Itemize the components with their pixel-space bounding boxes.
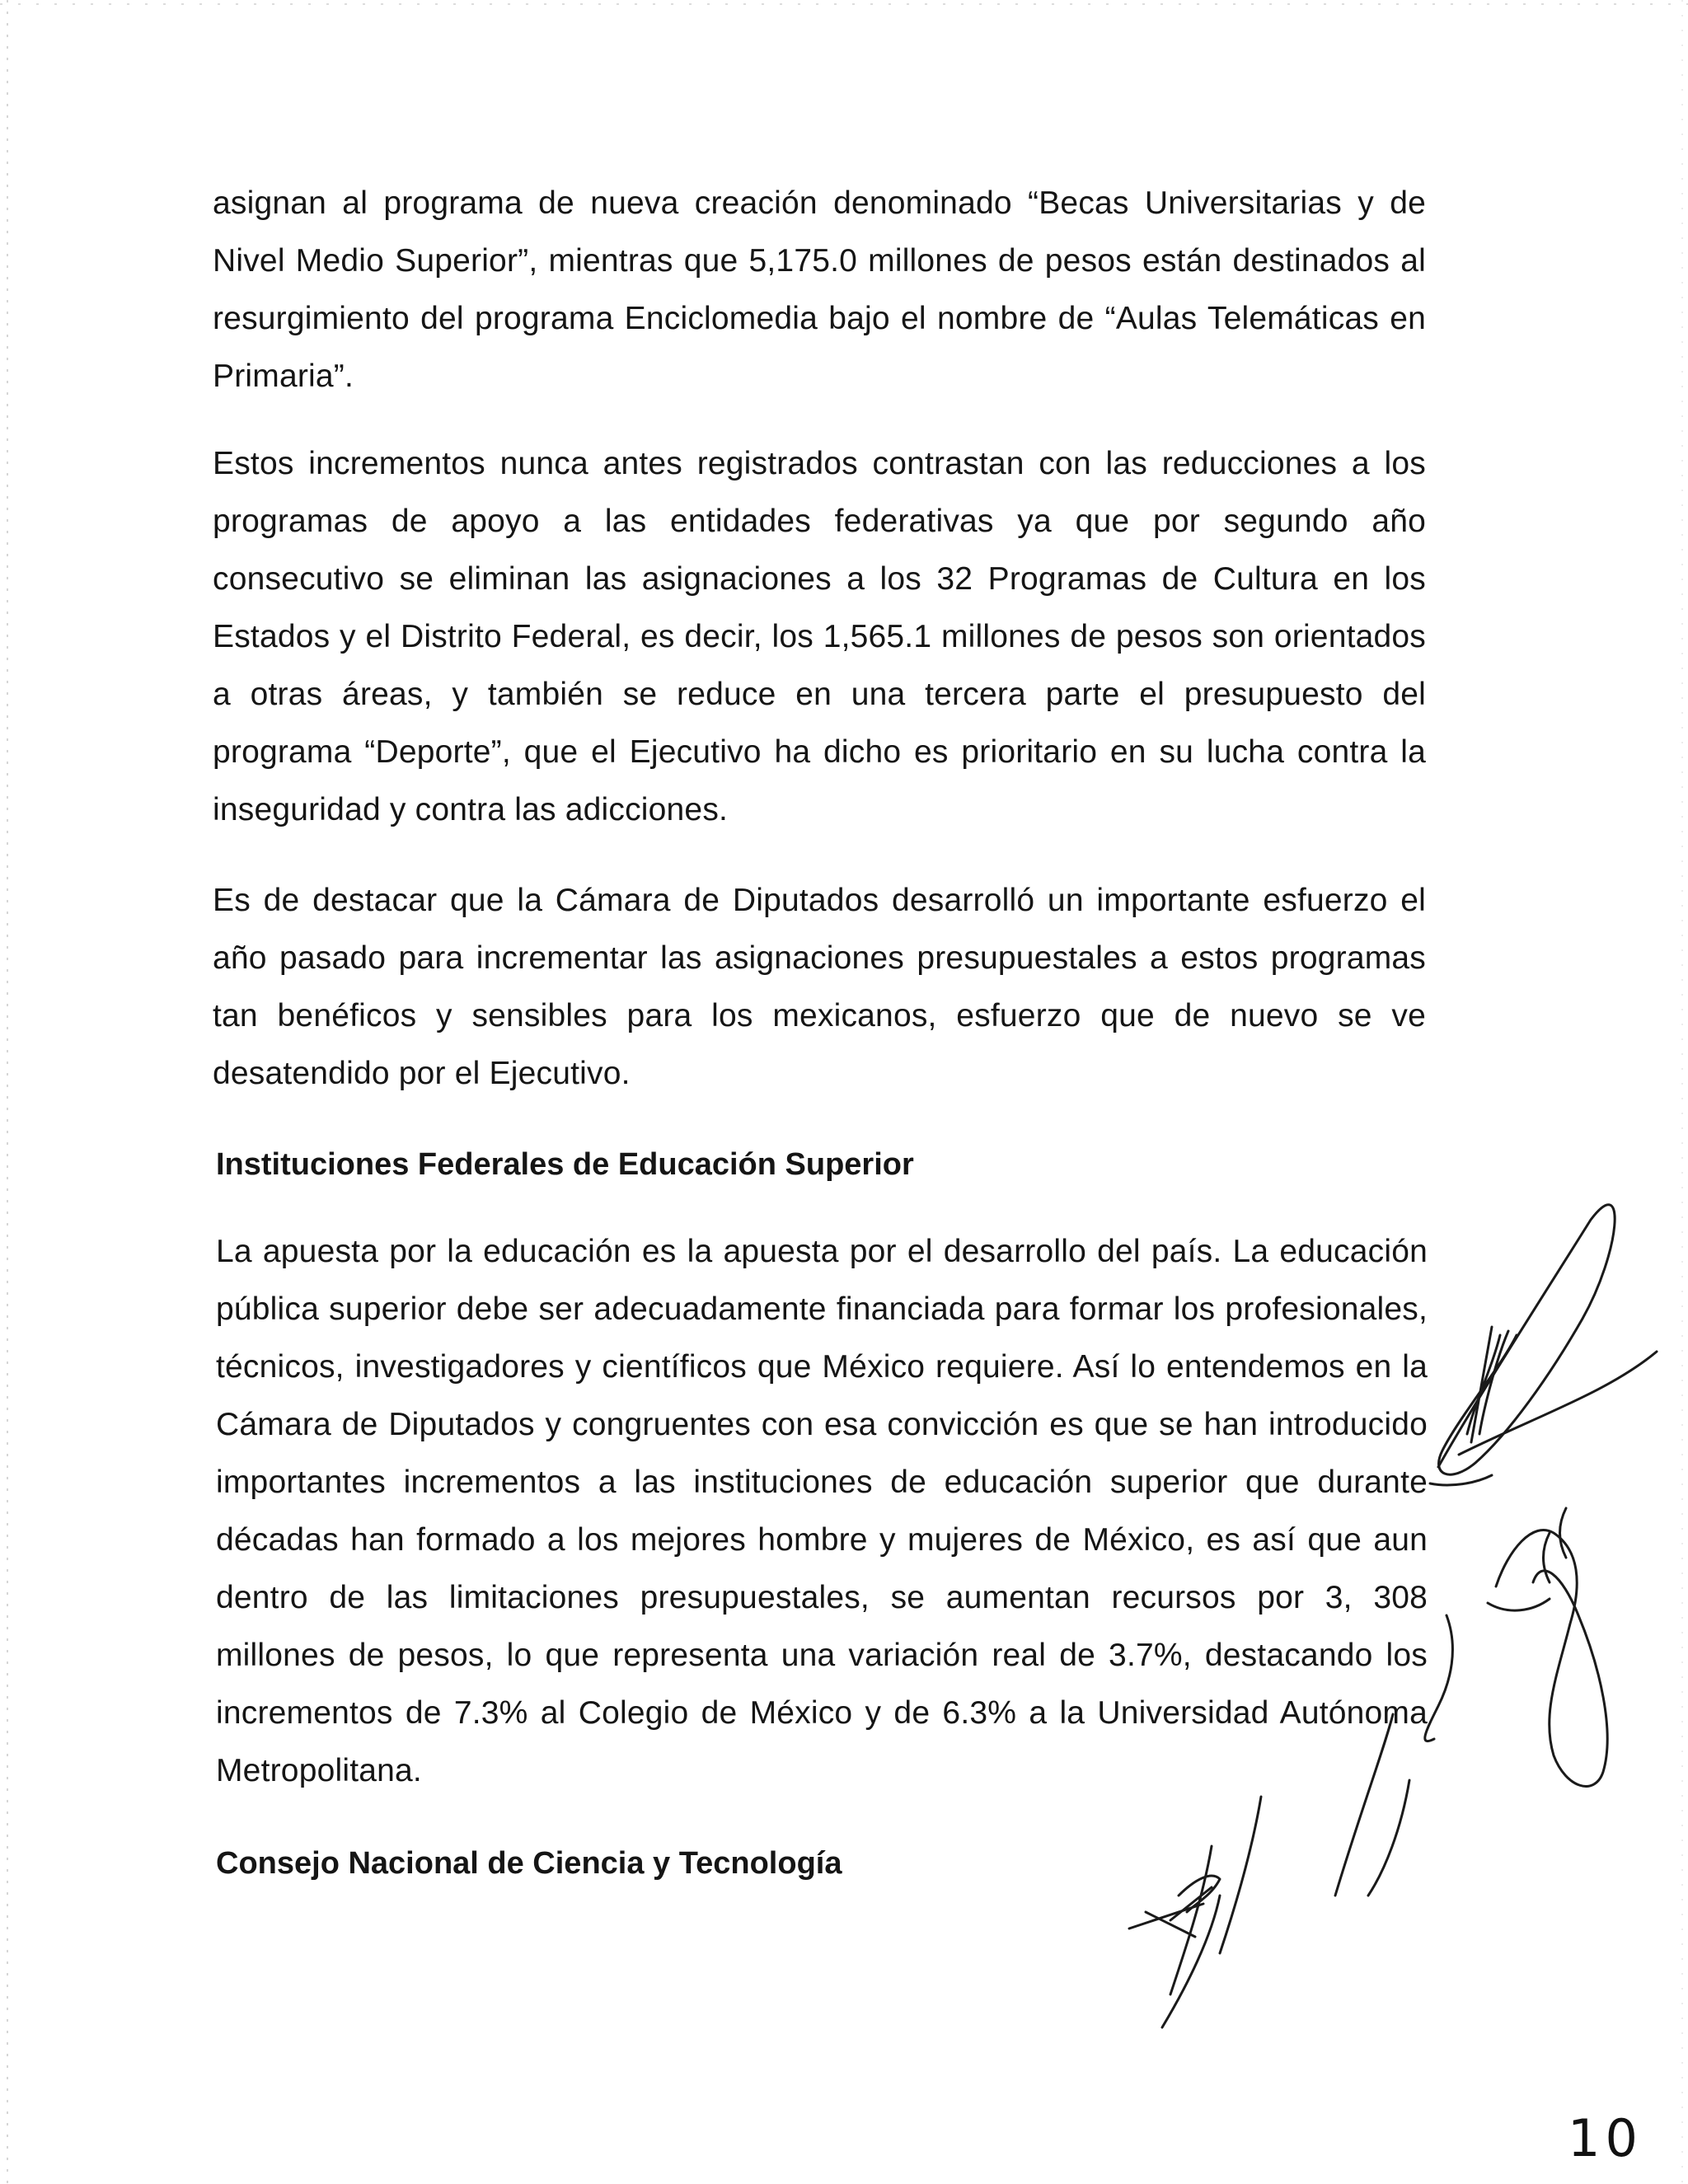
section-heading-educacion-superior: Instituciones Federales de Educación Superior bbox=[216, 1147, 914, 1182]
signature-2-icon bbox=[1496, 1530, 1607, 1786]
paragraph-becas: asignan al programa de nueva creación denominado “Becas Universitarias y de Nivel Medio Superior”, mientras que 5,175.0 millones de pesos están destinados al resurgimiento del programa Enciclomedia bajo el nombre de “Aulas Telemáticas en Primaria”. bbox=[213, 185, 1426, 394]
scan-edge-top bbox=[0, 3, 1688, 5]
paragraph-reducciones: Estos incrementos nunca antes registrados contrastan con las reducciones a los programas de apoyo a las entidades federativas ya que por segundo año consecutivo se eliminan las asignaciones a los 32 Programas de Cultura en los Estados y el Distrito Federal, es decir, los 1,565.1 millones de pesos son orientados a otras áreas, y también se reduce en una tercera parte el presupuesto del programa “Deporte”, que el Ejecutivo ha dicho es prioritario en su lucha contra la inseguridad y contra las adicciones. bbox=[213, 446, 1426, 827]
signature-3-icon bbox=[1162, 1846, 1220, 2027]
page-number: 10 bbox=[1568, 2108, 1643, 2168]
paragraph-educacion-superior: La apuesta por la educación es la apuesta por el desarrollo del país. La educación pública superior debe ser adecuadamente financiada para formar los profesionales, técnicos, investigadores y científicos que México requiere. Así lo entendemos en la Cámara de Diputados y congruentes con esa convicción es que se han introducido importantes incrementos a las instituciones de educación superior que durante décadas han formado a los mejores hombre y mujeres de México, es así que aun dentro de las limitaciones presupuestales, se aumentan recursos por 3, 308 millones de pesos, lo que representa una variación real de 3.7%, destacando los incrementos de 7.3% al Colegio de México y de 6.3% a la Universidad Autónoma Metropolitana. bbox=[216, 1234, 1428, 1788]
paragraph-camara-esfuerzo: Es de destacar que la Cámara de Diputados desarrolló un importante esfuerzo el año pasado para incrementar las asignaciones presupuestales a estos programas tan benéficos y sensibles para los mexicanos, esfuerzo que de nuevo se ve desatendido por el Ejecutivo. bbox=[213, 883, 1426, 1091]
scan-edge-left bbox=[7, 0, 8, 2184]
signature-1-icon bbox=[1438, 1205, 1615, 1474]
scan-edge-right bbox=[1681, 0, 1683, 2184]
section-heading-conacyt: Consejo Nacional de Ciencia y Tecnología bbox=[216, 1846, 842, 1881]
